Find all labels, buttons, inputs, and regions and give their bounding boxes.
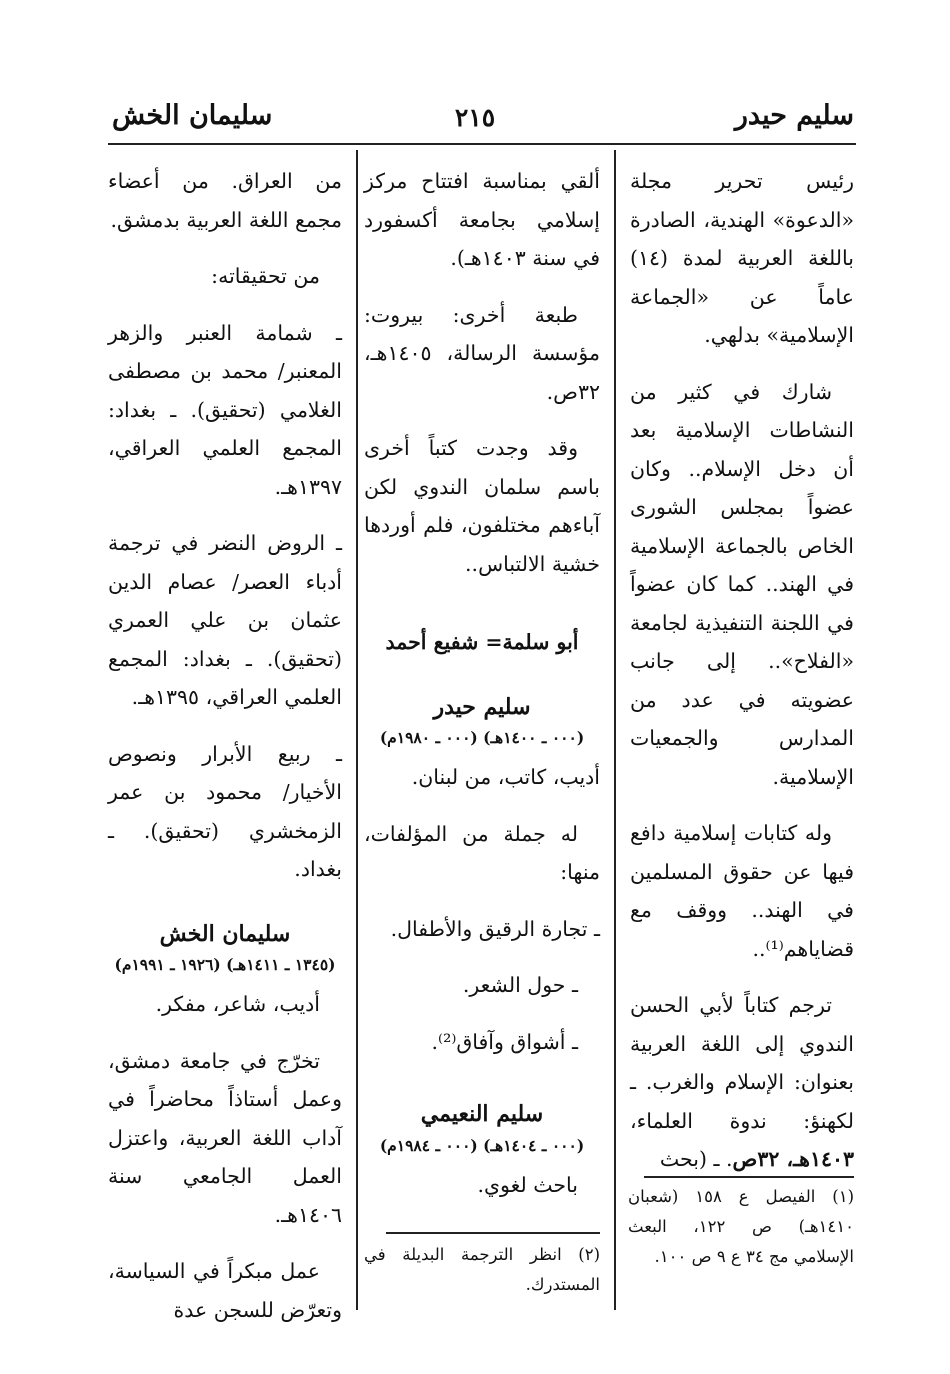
- column-divider-right: [614, 150, 616, 1310]
- column-right: [630, 162, 854, 1197]
- text-run: . ـ (بحث: [659, 1147, 733, 1171]
- entry-description: أديب، كاتب، من لبنان.: [411, 765, 600, 789]
- running-head-left: سليمان الخش: [112, 100, 273, 131]
- paragraph: طبعة أخرى: بيروت: مؤسسة الرسالة، ١٤٠٥هـ، ٣٢ص.: [364, 302, 600, 404]
- entry-name: سليم النعيمي: [420, 1101, 544, 1127]
- list-item: ـ أشواق وآفاق⁽²⁾.: [431, 1029, 578, 1054]
- paragraph: ـ ربيع الأبرار ونصوص الأخيار/ محمود بن عمر الزمخشري (تحقيق). ـ بغداد.: [108, 741, 342, 881]
- paragraph: [630, 986, 854, 1179]
- entry-description: باحث لغوي.: [477, 1172, 578, 1197]
- paragraph: له جملة من المؤلفات، منها:: [364, 821, 600, 884]
- text-run: ترجم كتاباً لأبي الحسن الندوي إلى اللغة العربية بعنوان: الإسلام والغرب. ـ لكهنؤ: ندوة العلماء،: [630, 993, 854, 1133]
- entry-dates: (٠٠٠ ـ ١٤٠٤هـ) (٠٠٠ ـ ١٩٨٤م): [379, 1135, 585, 1155]
- entry-description: أديب، شاعر، مفكر.: [155, 992, 320, 1016]
- bold-text: ١٤٠٣هـ، ٣٢ص: [732, 1147, 854, 1171]
- paragraph: عمل مبكراً في السياسة، وتعرّض للسجن عدة: [108, 1259, 342, 1322]
- paragraph: شارك في كثير من النشاطات الإسلامية بعد أن دخل الإسلام.. وكان عضواً بمجلس الشورى الخاص بالجماعة الإسلامية في الهند.. كما كان عضواً في اللجنة التنفيذية لجامعة «الفلاح».. إلى جانب عضويته في عدد من المدارس والجمعيات الإسلامية.: [630, 379, 854, 789]
- footnote-rule: [644, 1176, 854, 1178]
- list-item: ـ حول الشعر.: [462, 973, 578, 997]
- footnote-rule: [386, 1232, 600, 1234]
- entry-name: سليم حيدر: [433, 693, 531, 720]
- running-head-right: سليم حيدر: [734, 100, 854, 131]
- paragraph: وله كتابات إسلامية دافع فيها عن حقوق المسلمين في الهند.. ووقف مع قضاياهم⁽¹⁾..: [630, 821, 854, 961]
- paragraph: من تحقيقاته:: [211, 264, 320, 288]
- column-middle: [364, 162, 600, 1222]
- column-left: [108, 162, 342, 1347]
- paragraph: من العراق. من أعضاء مجمع اللغة العربية بدمشق.: [108, 169, 342, 232]
- cross-reference: أبو سلمة= شفيع أحمد: [385, 630, 579, 654]
- header-rule: [108, 143, 856, 145]
- paragraph: رئيس تحرير مجلة «الدعوة» الهندية، الصادرة باللغة العربية لمدة (١٤) عاماً عن «الجماعة الإسلامية» بدلهي.: [630, 169, 854, 347]
- paragraph: ـ شمامة العنبر والزهر المعنبر/ محمد بن مصطفى الغلامي (تحقيق). ـ بغداد: المجمع العلمي العراقي، ١٣٩٧هـ.: [108, 320, 342, 499]
- entry-dates: (١٣٤٥ ـ ١٤١١هـ) (١٩٢٦ ـ ١٩٩١م): [114, 955, 336, 974]
- page-number: ٢١٥: [454, 103, 496, 132]
- entry-name: سليمان الخش: [159, 920, 291, 947]
- paragraph: تخرّج في جامعة دمشق، وعمل أستاذاً محاضراً في آداب اللغة العربية، واعتزل العمل الجامعي سنة ١٤٠٦هـ.: [108, 1048, 342, 1227]
- footnote: (١) الفيصل ع ١٥٨ (شعبان ١٤١٠هـ) ص ١٢٢، البعث الإسلامي مج ٣٤ ع ٩ ص ١٠٠.: [628, 1187, 854, 1266]
- column-divider-left: [356, 150, 358, 1310]
- paragraph: ألقي بمناسبة افتتاح مركز إسلامي بجامعة أكسفورد في سنة ١٤٠٣هـ).: [364, 169, 600, 270]
- footnote: (٢) انظر الترجمة البديلة في المستدرك.: [364, 1245, 600, 1294]
- list-item: ـ تجارة الرقيق والأطفال.: [390, 916, 600, 941]
- paragraph: وقد وجدت كتباً أخرى باسم سلمان الندوي لكن آباءهم مختلفون، فلم أوردها خشية الالتباس..: [364, 436, 600, 576]
- entry-dates: (٠٠٠ ـ ١٤٠٠هـ) (٠٠٠ ـ ١٩٨٠م): [379, 728, 585, 747]
- paragraph: ـ الروض النضر في ترجمة أدباء العصر/ عصام الدين عثمان بن علي العمري (تحقيق). ـ بغداد: المجمع العلمي العراقي، ١٣٩٥هـ.: [108, 531, 342, 709]
